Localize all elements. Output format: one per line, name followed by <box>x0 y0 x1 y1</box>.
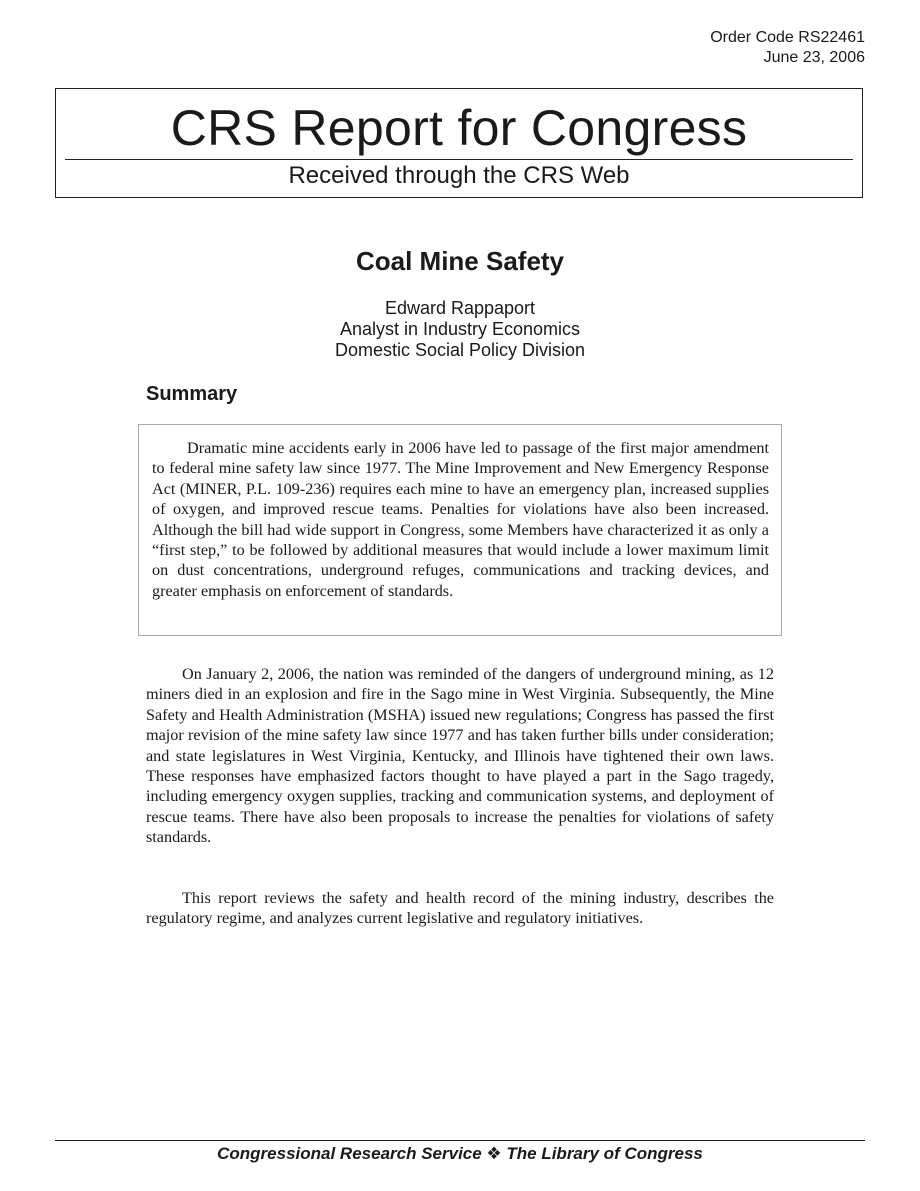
report-date: June 23, 2006 <box>763 49 865 66</box>
author-name: Edward Rappaport <box>384 298 536 318</box>
report-banner <box>55 88 863 198</box>
banner-divider <box>65 159 853 160</box>
footer-divider <box>55 1140 865 1141</box>
document-title: Coal Mine Safety <box>355 246 565 276</box>
banner-title: CRS Report for Congress <box>170 100 748 156</box>
summary-text: Dramatic mine accidents early in 2006 have led to passage of the first major amendment to federal mine safety law since 1977. The Mine Improvement and New Emergency Response Act (MINER, P.L. 109-236) requires each mine to have an emergency plan, increased supplies of oxygen, and improved rescue teams. Penalties for violations have also been increased. Although the bill had wide support in Congress, some Members have characterized it as only a “first step,” to be followed by additional measures that would include a lower maximum limit on dust concentrations, underground refuges, communications and tracking devices, and greater emphasis on enforcement of standards. <box>152 439 769 600</box>
author-division: Domestic Social Policy Division <box>334 340 586 360</box>
summary-box <box>138 424 782 636</box>
author-role: Analyst in Industry Economics <box>339 319 581 339</box>
order-info <box>710 28 865 68</box>
footer-text: Congressional Research Service ❖ The Library of Congress <box>217 1144 703 1163</box>
body-paragraph-1: On January 2, 2006, the nation was reminded of the dangers of underground mining, as 12 miners died in an explosion and fire in the Sago mine in West Virginia. Subsequently, the Mine Safety and Health Administration (MSHA) issued new regulations; Congress has passed the first major revision of the mine safety law since 1977 and has taken further bills under consideration; and state legislatures in West Virginia, Kentucky, and Illinois have tightened their own laws. These responses have emphasized factors thought to have played a part in the Sago tragedy, including emergency oxygen supplies, tracking and communication systems, and deployment of rescue teams. There have also been proposals to increase the penalties for violations of safety standards. <box>146 665 774 847</box>
summary-heading: Summary <box>146 383 238 405</box>
banner-subtitle: Received through the CRS Web <box>288 162 630 189</box>
order-code: Order Code RS22461 <box>710 29 865 46</box>
author-block <box>0 298 920 361</box>
body-paragraph-2: This report reviews the safety and health record of the mining industry, describes the regulatory regime, and analyzes current legislative and regulatory initiatives. <box>146 889 774 928</box>
